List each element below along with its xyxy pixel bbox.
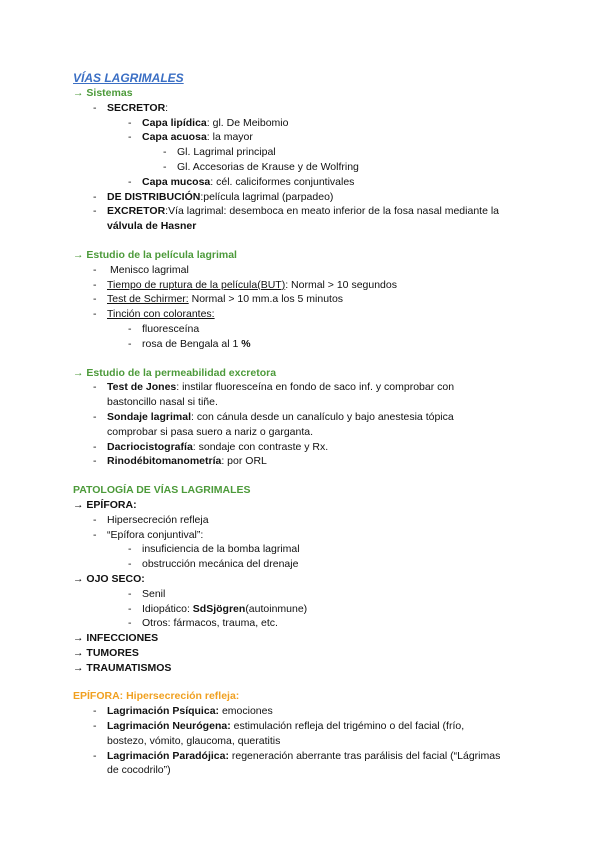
text: “Epífora conjuntival”: bbox=[107, 528, 204, 541]
bullet: - bbox=[93, 278, 97, 291]
list-item bbox=[73, 263, 560, 278]
term: Lagrimación Psíquica: bbox=[107, 705, 220, 718]
heading-permeabilidad: → Estudio de la permeabilidad excretora bbox=[73, 366, 277, 379]
term: válvula de Hasner bbox=[107, 220, 197, 233]
text: de cocodrilo”) bbox=[107, 764, 171, 777]
term: Test de Schirmer: bbox=[107, 293, 189, 306]
text: Hipersecreción refleja bbox=[107, 513, 209, 526]
heading-hipersecrecion: EPÍFORA: Hipersecreción refleja: bbox=[73, 690, 240, 703]
bullet: - bbox=[93, 101, 97, 114]
list-item bbox=[73, 454, 560, 469]
text: Gl. Lagrimal principal bbox=[177, 146, 276, 159]
term: Lagrimación Paradójica: bbox=[107, 749, 229, 762]
term: Dacriocistografía bbox=[107, 440, 193, 453]
list-item bbox=[73, 410, 560, 440]
bullet: - bbox=[93, 528, 97, 541]
text: : sondaje con contraste y Rx. bbox=[192, 440, 329, 453]
text: : gl. De Meibomio bbox=[206, 116, 289, 129]
text: : bbox=[165, 101, 169, 114]
text: : la mayor bbox=[206, 131, 253, 144]
bullet: - bbox=[93, 381, 97, 394]
text: obstrucción mecánica del drenaje bbox=[142, 558, 299, 571]
bullet: - bbox=[128, 587, 132, 600]
term: Lagrimación Neurógena: bbox=[107, 720, 231, 733]
list-item bbox=[73, 557, 560, 572]
term: Capa lipídica bbox=[142, 116, 207, 129]
term: SECRETOR bbox=[107, 101, 166, 114]
text: : con cánula desde un canalículo y bajo anestesia tópica bbox=[191, 410, 454, 423]
list-item bbox=[73, 749, 560, 779]
term: Rinodébitomanometría bbox=[107, 455, 222, 468]
text: Senil bbox=[142, 587, 166, 600]
text: comprobar si pasa suero a nariz o garganta. bbox=[107, 425, 314, 438]
bullet: - bbox=[163, 146, 167, 159]
text: : instilar fluoresceína en fondo de saco inf. y comprobar con bbox=[176, 381, 455, 394]
list-item bbox=[73, 513, 560, 528]
bullet: - bbox=[128, 617, 132, 630]
term: Tinción con colorantes: bbox=[107, 308, 215, 321]
text: :película lagrimal (parpadeo) bbox=[200, 190, 334, 203]
list-item bbox=[73, 322, 560, 337]
bullet: - bbox=[93, 513, 97, 526]
heading-infecciones: → INFECCIONES bbox=[73, 632, 159, 645]
list-item bbox=[73, 292, 560, 307]
text: rosa de Bengala al 1 bbox=[142, 337, 242, 350]
text: % bbox=[241, 337, 251, 350]
list-item bbox=[73, 175, 560, 190]
heading-sistemas: → Sistemas bbox=[73, 87, 133, 99]
bullet: - bbox=[128, 337, 132, 350]
list-item bbox=[73, 719, 560, 749]
list-item bbox=[73, 130, 560, 145]
text: (autoinmune) bbox=[245, 602, 308, 615]
text: :Vía lagrimal: desemboca en meato inferior de la fosa nasal mediante la bbox=[165, 205, 500, 218]
bullet: - bbox=[93, 293, 97, 306]
bullet: - bbox=[128, 602, 132, 615]
heading-epifora: → EPÍFORA: bbox=[73, 498, 137, 511]
list-item bbox=[73, 101, 560, 116]
bullet: - bbox=[128, 116, 132, 129]
list-item bbox=[73, 116, 560, 131]
term: Capa mucosa bbox=[142, 175, 211, 188]
term: Sondaje lagrimal bbox=[107, 410, 192, 423]
bullet: - bbox=[128, 131, 132, 144]
text: Menisco lagrimal bbox=[110, 263, 189, 276]
text: : cél. caliciformes conjuntivales bbox=[210, 175, 355, 188]
list-item bbox=[73, 542, 560, 557]
heading-tumores: → TUMORES bbox=[73, 646, 139, 659]
bullet: - bbox=[128, 175, 132, 188]
document-title: VÍAS LAGRIMALES bbox=[73, 71, 184, 85]
list-item bbox=[73, 190, 560, 205]
text: fluoresceína bbox=[142, 322, 200, 335]
bullet: - bbox=[93, 705, 97, 718]
bullet: - bbox=[93, 190, 97, 203]
heading-patologia: PATOLOGÍA DE VÍAS LAGRIMALES bbox=[73, 484, 251, 497]
list-item bbox=[73, 440, 560, 455]
list-item bbox=[73, 278, 560, 293]
term: DE DISTRIBUCIÓN bbox=[107, 190, 201, 203]
list-item bbox=[73, 528, 560, 543]
text: bastoncillo nasal si tiñe. bbox=[107, 396, 218, 409]
text: bostezo, vómito, glaucoma, queratitis bbox=[107, 734, 281, 747]
text: : por ORL bbox=[221, 455, 267, 468]
heading-pelicula: → Estudio de la película lagrimal bbox=[73, 248, 237, 261]
bullet: - bbox=[93, 410, 97, 423]
list-item bbox=[73, 704, 560, 719]
bullet: - bbox=[128, 543, 132, 556]
list-item bbox=[73, 602, 560, 617]
term: Tiempo de ruptura de la película(BUT) bbox=[107, 278, 286, 291]
text: emociones bbox=[219, 705, 273, 718]
bullet: - bbox=[93, 205, 97, 218]
heading-ojo-seco: → OJO SECO: bbox=[73, 572, 145, 585]
text: Normal > 10 mm.a los 5 minutos bbox=[188, 293, 344, 306]
text: regeneración aberrante tras parálisis del facial (“Lágrimas bbox=[228, 749, 501, 762]
bullet: - bbox=[93, 455, 97, 468]
text: Gl. Accesorias de Krause y de Wolfring bbox=[177, 160, 359, 173]
bullet: - bbox=[93, 308, 97, 321]
list-item bbox=[73, 145, 560, 160]
list-item bbox=[73, 307, 560, 322]
term: SdSjögren bbox=[192, 602, 246, 615]
list-item bbox=[73, 337, 560, 352]
list-item bbox=[73, 587, 560, 602]
bullet: - bbox=[93, 749, 97, 762]
bullet: - bbox=[128, 558, 132, 571]
text: insuficiencia de la bomba lagrimal bbox=[142, 543, 300, 556]
text: Idiopático: bbox=[142, 602, 193, 615]
list-item bbox=[73, 616, 560, 631]
text: estimulación refleja del trigémino o del facial (frío, bbox=[230, 720, 465, 733]
text: Otros: fármacos, trauma, etc. bbox=[142, 617, 278, 630]
text: : Normal > 10 segundos bbox=[285, 278, 397, 291]
list-item bbox=[73, 204, 560, 234]
term: Test de Jones bbox=[107, 381, 177, 394]
bullet: - bbox=[163, 160, 167, 173]
term: EXCRETOR bbox=[107, 205, 166, 218]
heading-traumatismos: → TRAUMATISMOS bbox=[73, 661, 172, 674]
bullet: - bbox=[128, 322, 132, 335]
bullet: - bbox=[93, 440, 97, 453]
term: Capa acuosa bbox=[142, 131, 207, 144]
list-item bbox=[73, 160, 560, 175]
bullet: - bbox=[93, 720, 97, 733]
bullet: - bbox=[93, 263, 97, 276]
list-item bbox=[73, 380, 560, 410]
